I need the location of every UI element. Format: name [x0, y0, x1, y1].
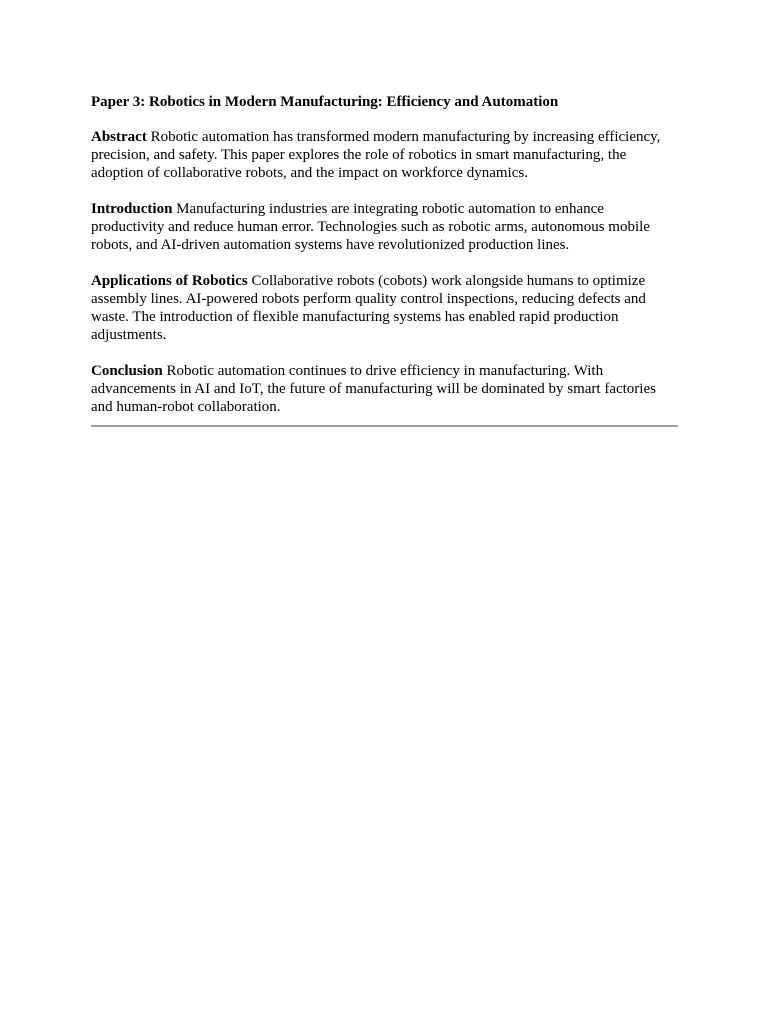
section-heading: Applications of Robotics	[91, 273, 248, 289]
paper-title: Paper 3: Robotics in Modern Manufacturing: Efficiency and Automation	[91, 94, 559, 110]
section-body: Robotic automation has transformed modern manufacturing by increasing efficiency, precision, and safety. This paper explores the role of robotics in smart manufacturing, the adoption of collaborative robots, and the impact on workforce dynamics.	[91, 129, 661, 181]
section-conclusion	[91, 362, 679, 416]
section-heading: Abstract	[91, 129, 147, 145]
section-abstract	[91, 128, 679, 182]
section-heading: Conclusion	[91, 363, 163, 379]
section-body: Robotic automation continues to drive efficiency in manufacturing. With advancements in AI and IoT, the future of manufacturing will be dominated by smart factories and human-robot collaboration.	[91, 363, 656, 415]
section-body: Collaborative robots (cobots) work alongside humans to optimize assembly lines. AI-powered robots perform quality control inspections, reducing defects and waste. The introduction of flexible manufacturing systems has enabled rapid production adjustments.	[91, 273, 646, 343]
paper-page	[91, 92, 679, 427]
section-body: Manufacturing industries are integrating robotic automation to enhance productivity and reduce human error. Technologies such as robotic arms, autonomous mobile robots, and AI-driven automation systems have revolutionized production lines.	[91, 201, 650, 253]
section-heading: Introduction	[91, 201, 173, 217]
section-introduction	[91, 200, 679, 254]
section-applications	[91, 272, 679, 344]
horizontal-divider	[91, 425, 678, 427]
